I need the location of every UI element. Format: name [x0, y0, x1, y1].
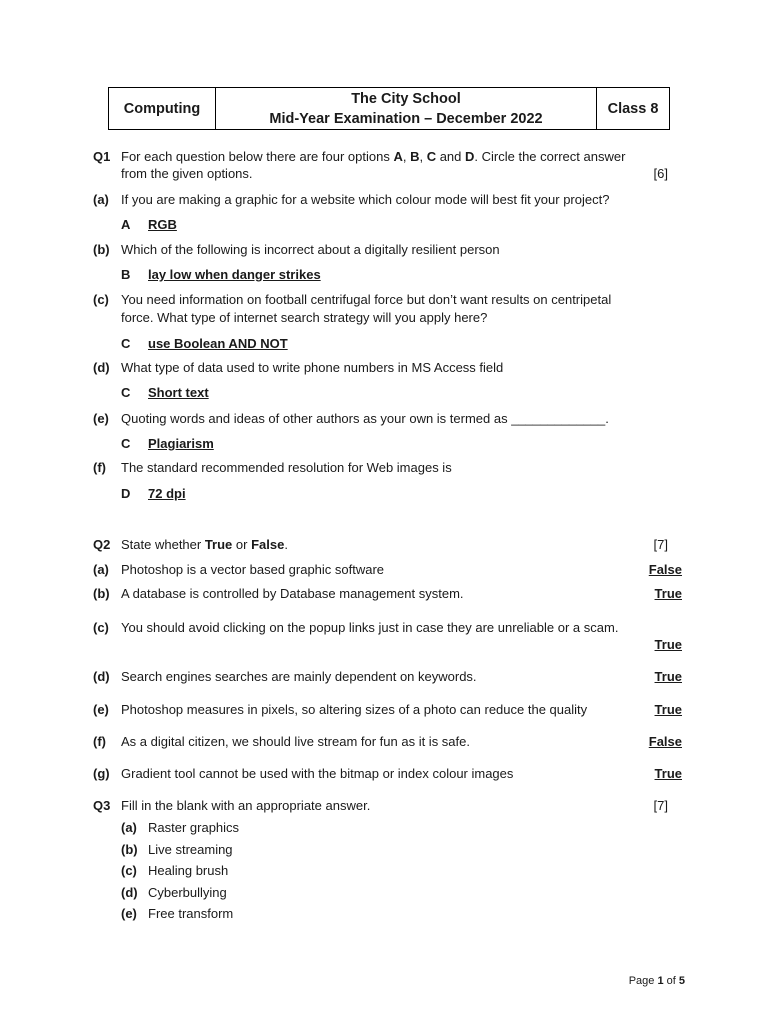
tf-answer: True: [654, 766, 682, 781]
subject-cell: Computing: [109, 88, 216, 129]
exam-title: Mid-Year Examination – December 2022: [269, 110, 543, 127]
item-label: (e): [93, 411, 109, 426]
item-text: Which of the following is incorrect about a digitally resilient person: [121, 242, 500, 257]
item-text-line2: force. What type of internet search strategy will you apply here?: [121, 310, 488, 325]
fill-label: (e): [121, 906, 137, 921]
answer: lay low when danger strikes: [148, 267, 321, 282]
item-label: (c): [93, 620, 109, 635]
item-label: (f): [93, 734, 106, 749]
item-label: (e): [93, 702, 109, 717]
item-label: (d): [93, 669, 110, 684]
marks: [7]: [653, 798, 668, 813]
tf-answer: True: [654, 702, 682, 717]
option-letter: C: [121, 336, 131, 351]
page-number: Page 1 of 5: [628, 975, 685, 987]
option-letter: A: [121, 217, 131, 232]
q2-instruction: State whether True or False.: [121, 537, 288, 552]
option-letter: C: [121, 436, 131, 451]
q1-instruction: For each question below there are four options A, B, C and D. Circle the correct answer: [121, 149, 626, 164]
item-text: If you are making a graphic for a website which colour mode will best fit your project?: [121, 192, 610, 207]
fill-label: (c): [121, 863, 137, 878]
item-label: (a): [93, 192, 109, 207]
item-text: A database is controlled by Database management system.: [121, 586, 464, 601]
school-name: The City School: [351, 90, 461, 107]
marks: [6]: [653, 166, 668, 181]
answer: RGB: [148, 217, 177, 232]
q3-instruction: Fill in the blank with an appropriate answer.: [121, 798, 371, 813]
item-text: You need information on football centrifugal force but don’t want results on centripetal: [121, 292, 612, 307]
fill-answer: Raster graphics: [148, 820, 240, 835]
answer: 72 dpi: [148, 486, 186, 501]
item-text: Photoshop is a vector based graphic software: [121, 562, 385, 577]
item-text: What type of data used to write phone numbers in MS Access field: [121, 360, 504, 375]
class-cell: Class 8: [596, 88, 669, 129]
option-letter: D: [121, 486, 131, 501]
item-label: (g): [93, 766, 110, 781]
item-text: Gradient tool cannot be used with the bitmap or index colour images: [121, 766, 514, 781]
title-cell: [216, 88, 596, 129]
fill-answer: Free transform: [148, 906, 234, 921]
item-text: You should avoid clicking on the popup links just in case they are unreliable or a scam.: [121, 620, 619, 635]
tf-answer: True: [654, 637, 682, 652]
header-table: [108, 87, 670, 130]
question-number: Q1: [93, 149, 111, 164]
tf-answer: False: [648, 562, 682, 577]
item-label: (b): [93, 586, 110, 601]
fill-answer: Live streaming: [148, 842, 233, 857]
tf-answer: False: [648, 734, 682, 749]
item-text: As a digital citizen, we should live stream for fun as it is safe.: [121, 734, 470, 749]
item-label: (a): [93, 562, 109, 577]
q1-instruction-line2: from the given options.: [121, 166, 253, 181]
answer: Short text: [148, 385, 209, 400]
tf-answer: True: [654, 586, 682, 601]
fill-label: (b): [121, 842, 138, 857]
item-label: (d): [93, 360, 110, 375]
tf-answer: True: [654, 669, 682, 684]
option-letter: B: [121, 267, 131, 282]
fill-label: (a): [121, 820, 137, 835]
question-number: Q3: [93, 798, 111, 813]
marks: [7]: [653, 537, 668, 552]
question-number: Q2: [93, 537, 111, 552]
item-label: (b): [93, 242, 110, 257]
item-text: The standard recommended resolution for Web images is: [121, 460, 452, 475]
item-label: (c): [93, 292, 109, 307]
answer: use Boolean AND NOT: [148, 336, 288, 351]
fill-label: (d): [121, 885, 138, 900]
item-label: (f): [93, 460, 106, 475]
option-letter: C: [121, 385, 131, 400]
item-text: Photoshop measures in pixels, so altering sizes of a photo can reduce the quality: [121, 702, 588, 717]
fill-answer: Cyberbullying: [148, 885, 227, 900]
item-text: Search engines searches are mainly dependent on keywords.: [121, 669, 477, 684]
answer: Plagiarism: [148, 436, 214, 451]
fill-answer: Healing brush: [148, 863, 229, 878]
item-text: Quoting words and ideas of other authors as your own is termed as _____________.: [121, 411, 609, 426]
